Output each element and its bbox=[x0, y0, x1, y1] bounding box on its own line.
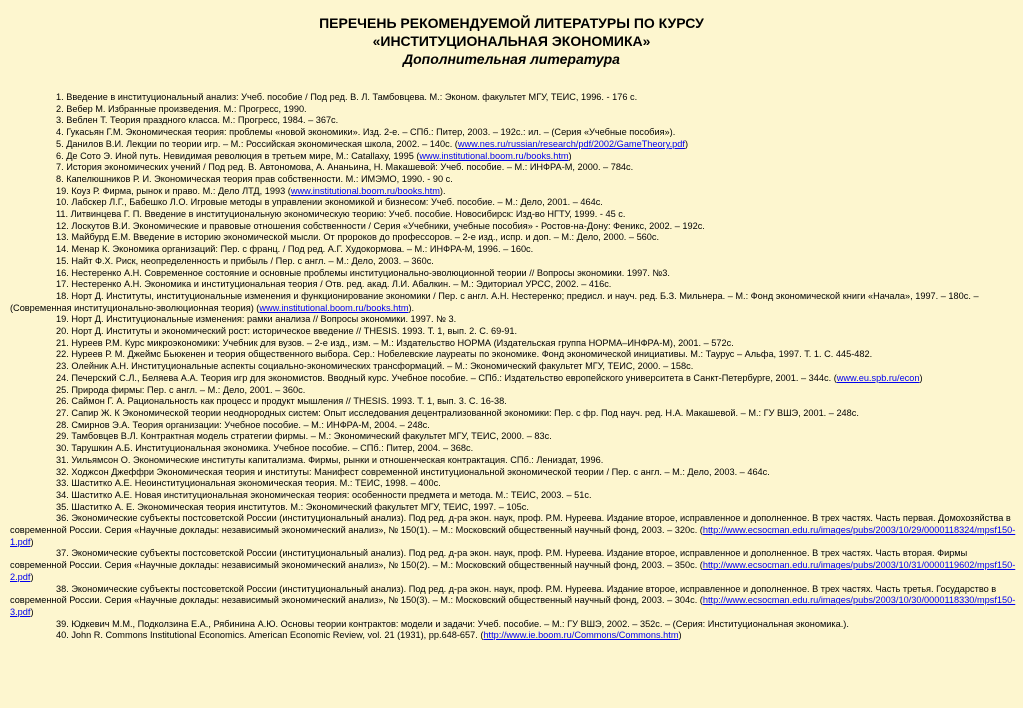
reference-text-tail: ) bbox=[30, 571, 34, 582]
reference-text: 4. Гукасьян Г.М. Экономическая теория: проблемы «новой экономики». Изд. 2-е. – СПб.: Питер, 2003. – 192с.: ил. – (Серия «Учебные пособия»). bbox=[56, 127, 676, 138]
reference-item bbox=[10, 162, 1018, 174]
reference-text: 36. Экономические субъекты постсоветской России (институциональный анализ). Под ред. д-ра экон. наук, проф. Р.М. Нуреева. Издание второе, исправленное и дополненное. В трех частях. Часть первая. Домохозяйства в современной России. Серия «Научные доклады: независимый экономический анализ», № 150(1). – М.: Московский общественный научный фонд, 2003. – 320с. ( bbox=[10, 513, 1011, 536]
reference-item bbox=[10, 279, 1018, 291]
reference-item bbox=[10, 584, 1018, 619]
reference-item bbox=[10, 197, 1018, 209]
reference-text: 6. Де Сото Э. Иной путь. Невидимая революция в третьем мире, М.: Catallaxy, 1995 ( bbox=[56, 150, 420, 161]
reference-text: 19. Коуз Р. Фирма, рынок и право. М.: Дело ЛТД, 1993 ( bbox=[56, 185, 291, 196]
reference-link[interactable]: www.institutional.boom.ru/books.htm bbox=[259, 302, 409, 313]
reference-text: 25. Природа фирмы: Пер. с англ. – М.: Дело, 2001. – 360с. bbox=[56, 384, 306, 395]
reference-text: 11. Литвинцева Г. П. Введение в институциональную экономическую теорию: Учеб. пособие. Новосибирск: Изд-во НГТУ, 1999. - 45 с. bbox=[56, 209, 626, 220]
page-header bbox=[0, 14, 1023, 68]
reference-item bbox=[10, 478, 1018, 490]
reference-text: 13. Майбурд Е.М. Введение в историю экономической мысли. От пророков до профессоров. – 2-е изд., испр. и доп. – М.: Дело, 2000. – 560с. bbox=[56, 232, 660, 243]
reference-item bbox=[10, 314, 1018, 326]
reference-text: 3. Веблен Т. Теория праздного класса. М.: Прогресс, 1984. – 367с. bbox=[56, 115, 339, 126]
reference-item bbox=[10, 502, 1018, 514]
reference-text: 1. Введение в институциональный анализ: Учеб. пособие / Под ред. В. Л. Тамбовцева. М.: Эконом. факультет МГУ, ТЕИС, 1996. - 176 с. bbox=[56, 92, 638, 102]
reference-link[interactable]: www.nes.ru/russian/research/pdf/2002/GameTheory.pdf bbox=[457, 138, 685, 149]
reference-text: 39. Юдкевич М.М., Подколзина Е.А., Рябинина А.Ю. Основы теории контрактов: модели и задачи: Учеб. пособие. – М.: ГУ ВШЭ, 2002. – 352с. – (Серия: Институциональная экономика.). bbox=[56, 618, 849, 629]
reference-link[interactable]: www.eu.spb.ru/econ bbox=[836, 372, 920, 383]
reference-link[interactable]: http://www.ecsocman.edu.ru/images/pubs/2003/10/31/0000119602/mpsf150-2.pdf bbox=[10, 560, 1016, 582]
reference-text-tail: ). bbox=[408, 302, 415, 313]
reference-link[interactable]: http://www.ecsocman.edu.ru/images/pubs/2003/10/29/0000118324/mpsf150-1.pdf bbox=[10, 525, 1016, 547]
reference-item bbox=[10, 455, 1018, 467]
reference-text: 22. Нуреев Р. М. Джеймс Бьюкенен и теория общественного выбора. Сер.: Нобелевские лауреаты по экономике. Фонд экономической инициативы. М.: Таурус – Альфа, 1997. Т. 1. С. 445-482. bbox=[56, 349, 873, 360]
reference-list bbox=[10, 92, 1018, 642]
reference-text: 35. Шаститко А. Е. Экономическая теория институтов. М.: Экономический факультет МГУ, ТЕИС, 1997. – 105с. bbox=[56, 501, 529, 512]
reference-item bbox=[10, 548, 1018, 583]
reference-text: 28. Смирнов Э.А. Теория организации: Учебное пособие. – М.: ИНФРА-М, 2004. – 248с. bbox=[56, 419, 430, 430]
reference-text: 20. Норт Д. Институты и экономический рост: историческое введение // THESIS. 1993. Т. 1, вып. 2. С. 69-91. bbox=[56, 326, 518, 337]
reference-text: 16. Нестеренко А.Н. Современное состояние и основные проблемы институционально-эволюционной теории // Вопросы экономики. 1997. №3. bbox=[56, 267, 670, 278]
reference-text: 21. Нуреев Р.М. Курс микроэкономики: Учебник для вузов. – 2-е изд., изм. – М.: Издательство НОРМА (Издательская группа НОРМА–ИНФРА-М), 2001. – 572с. bbox=[56, 337, 734, 348]
reference-item bbox=[10, 174, 1018, 186]
reference-text: 27. Сапир Ж. К Экономической теории неоднородных систем: Опыт исследования децентрализованной экономики: Пер. с фр. Под науч. ред. Н.А. Макашевой. – М.: ГУ ВШЭ, 2001. – 248с. bbox=[56, 407, 859, 418]
reference-text: 26. Саймон Г. А. Рациональность как процесс и продукт мышления // THESIS. 1993. Т. 1, вып. 3. С. 16-38. bbox=[56, 396, 507, 407]
reference-item bbox=[10, 244, 1018, 256]
reference-text: 32. Ходжсон Джеффри Экономическая теория и институты: Манифест современной институциональной экономической теории / Пер. с англ. – М.: Дело, 2003. – 464с. bbox=[56, 466, 770, 477]
reference-text-tail: ) bbox=[30, 606, 34, 617]
reference-text: 15. Найт Ф.Х. Риск, неопределенность и прибыль / Пер. с англ. – М.: Дело, 2003. – 360с. bbox=[56, 255, 434, 266]
reference-text: 29. Тамбовцев В.Л. Контрактная модель стратегии фирмы. – М.: Экономический факультет МГУ, ТЕИС, 2000. – 83с. bbox=[56, 431, 552, 442]
reference-item bbox=[10, 186, 1018, 198]
reference-item bbox=[10, 115, 1018, 127]
reference-item bbox=[10, 396, 1018, 408]
reference-item bbox=[10, 467, 1018, 479]
reference-item bbox=[10, 139, 1018, 151]
reference-item bbox=[10, 408, 1018, 420]
reference-text: 17. Нестеренко А.Н. Экономика и институциональная теория / Отв. ред. акад. Л.И. Абалкин. – М.: Эдиториал УРСС, 2002. – 416с. bbox=[56, 279, 612, 290]
reference-item bbox=[10, 232, 1018, 244]
reference-item bbox=[10, 443, 1018, 455]
reference-text: 40. John R. Commons Institutional Economics. American Economic Review, vol. 21 (1931), pp.648-657. ( bbox=[56, 630, 484, 641]
reference-text: 24. Печерский С.Л., Беляева А.А. Теория игр для экономистов. Вводный курс. Учебное пособие. – СПб.: Издательство европейского университета в Санкт-Петербурге, 2001. – 344с. ( bbox=[56, 372, 837, 383]
reference-text: 37. Экономические субъекты постсоветской России (институциональный анализ). Под ред. д-ра экон. наук, проф. Р.М. Нуреева. Издание второе, исправленное и дополненное. В трех частях. Часть вторая. Фирмы современной России. Серия «Научные доклады: независимый экономический анализ», № 150(2). – М.: Московский общественный научный фонд, 2003. – 350с. ( bbox=[10, 548, 968, 571]
reference-item bbox=[10, 619, 1018, 631]
reference-text-tail: ) bbox=[919, 372, 923, 383]
reference-text: 10. Лабскер Л.Г., Бабешко Л.О. Игровые методы в управлении экономикой и бизнесом: Учеб. пособие. – М.: Дело, 2001. – 464с. bbox=[56, 197, 603, 208]
reference-text: 38. Экономические субъекты постсоветской России (институциональный анализ). Под ред. д-ра экон. наук, проф. Р.М. Нуреева. Издание второе, исправленное и дополненное. В трех частях. Часть третья. Государство в современной России. Серия «Научные доклады: независимый экономический анализ», № 150(3). – М.: Московский общественный научный фонд, 2003. – 304с. ( bbox=[10, 583, 997, 606]
reference-text: 34. Шаститко А.Е. Новая институциональная экономическая теория: особенности предмета и метода. М.: ТЕИС, 2003. – 51с. bbox=[56, 489, 592, 500]
reference-text: 19. Норт Д. Институциональные изменения: рамки анализа // Вопросы экономики. 1997. № 3. bbox=[56, 314, 457, 325]
reference-text-tail: ) bbox=[684, 138, 688, 149]
reference-link[interactable]: www.institutional.boom.ru/books.htm bbox=[290, 185, 440, 196]
reference-item bbox=[10, 221, 1018, 233]
reference-link[interactable]: http://www.ie.boom.ru/Commons/Commons.htm bbox=[483, 630, 679, 641]
reference-text-tail: ) bbox=[678, 630, 682, 641]
reference-text: 12. Лоскутов В.И. Экономические и правовые отношения собственности / Серия «Учебники, учебные пособия» - Ростов-на-Дону: Феникс, 2002. – 192с. bbox=[56, 220, 705, 231]
reference-text-tail: ) bbox=[30, 536, 34, 547]
reference-text: 2. Вебер М. Избранные произведения. М.: Прогресс, 1990. bbox=[56, 103, 307, 114]
reference-item bbox=[10, 431, 1018, 443]
reference-item bbox=[10, 349, 1018, 361]
reference-text: 33. Шаститко А.Е. Неоинституциональная экономическая теория. М.: ТЕИС, 1998. – 400с. bbox=[56, 478, 441, 489]
reference-item bbox=[10, 209, 1018, 221]
reference-text: 8. Капелюшников Р. И. Экономическая теория прав собственности. М.: ИМЭМО, 1990. - 90 с. bbox=[56, 173, 453, 184]
reference-text: 23. Олейник А.Н. Институциональные аспекты социально-экономических трансформаций. – М.: Экономический факультет МГУ, ТЕИС, 2000. – 158с. bbox=[56, 361, 694, 372]
reference-item bbox=[10, 92, 1018, 104]
reference-item bbox=[10, 490, 1018, 502]
reference-link[interactable]: www.institutional.boom.ru/books.htm bbox=[419, 150, 569, 161]
reference-item bbox=[10, 630, 1018, 642]
reference-text: 14. Менар К. Экономика организаций: Пер. с франц. / Под ред. А.Г. Худокормова. – М.: ИНФРА-М, 1996. – 160с. bbox=[56, 244, 534, 255]
reference-text-tail: ). bbox=[439, 185, 446, 196]
reference-item bbox=[10, 326, 1018, 338]
reference-item bbox=[10, 104, 1018, 116]
reference-item bbox=[10, 373, 1018, 385]
reference-item bbox=[10, 338, 1018, 350]
reference-item bbox=[10, 385, 1018, 397]
reference-text: 18. Норт Д. Институты, институциональные изменения и функционирование экономики / Пер. с англ. А.Н. Нестеренко; предисл. и науч. ред. Б.З. Мильнера. – М.: Фонд экономической книги «Начала», 1997. – 180с. – (Современная институционально-эволюционная теория) ( bbox=[10, 290, 979, 313]
reference-link[interactable]: http://www.ecsocman.edu.ru/images/pubs/2003/10/30/0000118330/mpsf150-3.pdf bbox=[10, 595, 1016, 617]
reference-text: 30. Тарушкин А.Б. Институциональная экономика. Учебное пособие. – СПб.: Питер, 2004. – 368с. bbox=[56, 443, 474, 454]
reference-item bbox=[10, 127, 1018, 139]
reference-text: 31. Уильямсон О. Экономические институты капитализма. Фирмы, рынки и отношенческая контрактация. СПб.: Лениздат, 1996. bbox=[56, 454, 604, 465]
reference-item bbox=[10, 513, 1018, 548]
reference-item bbox=[10, 256, 1018, 268]
page-subtitle: Дополнительная литература bbox=[403, 51, 620, 67]
reference-item bbox=[10, 361, 1018, 373]
reference-item bbox=[10, 268, 1018, 280]
reference-text-tail: ) bbox=[568, 150, 572, 161]
page-title-line-2: «ИНСТИТУЦИОНАЛЬНАЯ ЭКОНОМИКА» bbox=[372, 33, 651, 49]
reference-text: 7. История экономических учений / Под ред. В. Автономова, А. Ананьина, Н. Макашевой: Учеб. пособие. – М.: ИНФРА-М, 2000. – 784с. bbox=[56, 162, 634, 173]
reference-item bbox=[10, 420, 1018, 432]
reference-item bbox=[10, 151, 1018, 163]
reference-item bbox=[10, 291, 1018, 314]
reference-text: 5. Данилов В.И. Лекции по теории игр. – М.: Российская экономическая школа, 2002. – 140с. ( bbox=[56, 138, 458, 149]
page-title-line-1: ПЕРЕЧЕНЬ РЕКОМЕНДУЕМОЙ ЛИТЕРАТУРЫ ПО КУРСУ bbox=[319, 15, 704, 31]
